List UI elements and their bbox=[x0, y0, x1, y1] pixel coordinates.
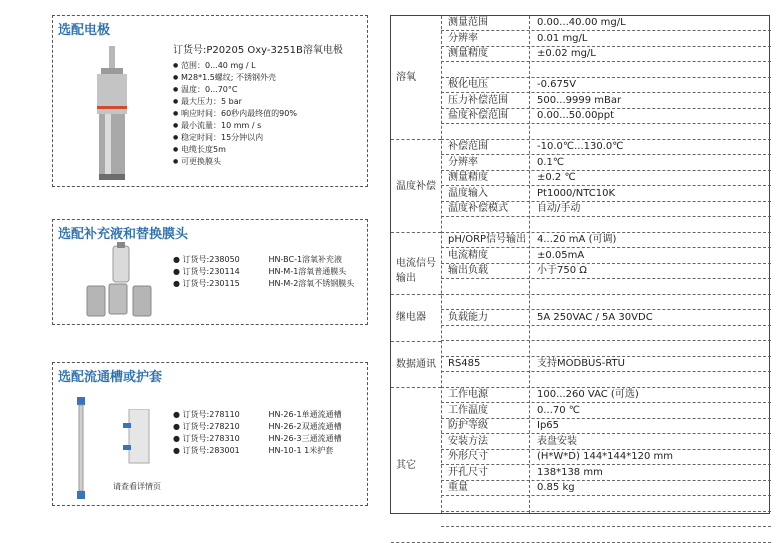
table-row bbox=[441, 342, 771, 357]
flow-order-list bbox=[173, 409, 342, 457]
spec-key: 压力补偿范围 bbox=[448, 94, 508, 106]
spec-value: Ip65 bbox=[537, 420, 560, 431]
spec-value: 0.1℃ bbox=[537, 156, 565, 168]
spec-key: 工作电源 bbox=[448, 389, 488, 400]
table-row bbox=[441, 295, 771, 310]
spec-value: 0...70 ℃ bbox=[537, 404, 581, 416]
spec-key: pH/ORP信号输出 bbox=[448, 234, 527, 245]
list-item: ● 订货号:230114 HN-M-1溶氧普通膜头 bbox=[173, 267, 347, 276]
table-row bbox=[441, 326, 771, 341]
table-row bbox=[441, 373, 771, 388]
spec-key: 温度补偿模式 bbox=[448, 203, 508, 214]
table-row bbox=[441, 233, 771, 248]
table-row bbox=[441, 404, 771, 419]
spec-key: 外形尺寸 bbox=[448, 451, 488, 462]
table-row bbox=[441, 481, 771, 496]
spec-value: 0.85 kg bbox=[537, 482, 575, 493]
list-item: ● 电缆长度5m bbox=[173, 144, 297, 156]
electrode-image bbox=[87, 46, 137, 182]
list-item: ● 温度：0...70°C bbox=[173, 84, 297, 96]
list-item: ● 最大压力：5 bar bbox=[173, 96, 297, 108]
spec-value: 0.00...50.00ppt bbox=[537, 110, 615, 121]
spec-key: 安装方法 bbox=[448, 435, 488, 447]
table-row bbox=[441, 63, 771, 78]
table-row bbox=[441, 109, 771, 124]
flow-cell-image bbox=[123, 409, 155, 465]
table-row bbox=[441, 280, 771, 295]
table-row bbox=[441, 218, 771, 233]
spec-table bbox=[390, 15, 770, 514]
list-item: ● 可更换膜头 bbox=[173, 156, 297, 168]
list-item: ● 订货号:238050 HN-BC-1溶氧补充液 bbox=[173, 255, 343, 264]
spec-value: 100...260 VAC (可选) bbox=[537, 389, 639, 400]
spec-key: 开孔尺寸 bbox=[448, 466, 488, 478]
table-row bbox=[441, 140, 771, 155]
table-row bbox=[441, 202, 771, 217]
list-item: ● 响应时间：60秒内最终值的90% bbox=[173, 108, 297, 120]
spec-value: 500...9999 mBar bbox=[537, 94, 622, 106]
spec-value: 自动/手动 bbox=[537, 203, 581, 214]
spec-key: 防护等级 bbox=[448, 420, 488, 431]
spec-category-label: 温度补偿 bbox=[396, 181, 436, 192]
spec-value: Pt1000/NTC10K bbox=[537, 187, 616, 199]
spec-value: ±0.2 ℃ bbox=[537, 172, 576, 183]
electrode-spec-list bbox=[173, 60, 297, 168]
table-row bbox=[441, 249, 771, 264]
table-row bbox=[441, 47, 771, 62]
spec-key: 负载能力 bbox=[448, 311, 488, 323]
table-row bbox=[441, 125, 771, 140]
spec-value: 支持MODBUS-RTU bbox=[537, 358, 625, 369]
spec-category bbox=[391, 233, 441, 295]
spec-key: 极化电压 bbox=[448, 79, 488, 90]
table-row bbox=[441, 497, 771, 512]
spec-key: 测量精度 bbox=[448, 48, 488, 59]
table-row bbox=[441, 357, 771, 372]
table-row bbox=[441, 32, 771, 47]
table-row bbox=[441, 528, 771, 543]
table-row bbox=[441, 419, 771, 434]
membrane-title: 选配补充液和替换膜头 bbox=[58, 227, 189, 242]
flow-sleeve-image bbox=[71, 397, 91, 501]
table-row bbox=[441, 466, 771, 481]
spec-value: -0.675V bbox=[537, 79, 577, 90]
spec-key: 工作温度 bbox=[448, 404, 488, 416]
electrode-section bbox=[52, 15, 368, 187]
flow-title: 选配流通槽或护套 bbox=[58, 370, 163, 385]
spec-category-label: 溶氧 bbox=[396, 72, 416, 83]
spec-category-label: 其它 bbox=[396, 460, 416, 471]
table-row bbox=[441, 187, 771, 202]
membrane-section bbox=[52, 219, 368, 325]
list-item: ● M28*1.5螺纹; 不锈钢外壳 bbox=[173, 72, 297, 84]
spec-category bbox=[391, 295, 441, 342]
spec-value: (H*W*D) 144*144*120 mm bbox=[537, 451, 674, 462]
list-item: ● 订货号:278210 HN-26-2双通流通槽 bbox=[173, 422, 342, 431]
spec-key: 测量范围 bbox=[448, 17, 488, 28]
spec-value: ±0.02 mg/L bbox=[537, 48, 596, 59]
membrane-image bbox=[83, 242, 163, 322]
flow-section bbox=[52, 362, 368, 506]
electrode-title: 选配电极 bbox=[58, 23, 111, 38]
table-row bbox=[441, 388, 771, 403]
spec-category bbox=[391, 388, 441, 543]
table-row bbox=[441, 435, 771, 450]
spec-key: 测量精度 bbox=[448, 172, 488, 183]
spec-key: 输出负载 bbox=[448, 265, 488, 276]
table-row bbox=[441, 512, 771, 527]
spec-key: RS485 bbox=[448, 358, 481, 369]
spec-value: ±0.05mA bbox=[537, 249, 585, 261]
spec-category bbox=[391, 140, 441, 233]
list-item: ● 范围：0...40 mg / L bbox=[173, 60, 297, 72]
list-item: ● 订货号:283001 HN-10-1 1米护套 bbox=[173, 446, 334, 455]
spec-value: -10.0℃...130.0℃ bbox=[537, 141, 624, 152]
spec-value: 5A 250VAC / 5A 30VDC bbox=[537, 311, 653, 323]
list-item: ● 稳定时间：15分钟以内 bbox=[173, 132, 297, 144]
table-row bbox=[441, 311, 771, 326]
spec-value: 138*138 mm bbox=[537, 466, 603, 478]
spec-value: 小于750 Ω bbox=[537, 265, 587, 276]
spec-value: 4...20 mA (可调) bbox=[537, 234, 617, 245]
list-item: ● 订货号:278310 HN-26-3三通流通槽 bbox=[173, 434, 342, 443]
spec-category-label: 继电器 bbox=[396, 312, 426, 323]
list-item: ● 订货号:278110 HN-26-1单通流通槽 bbox=[173, 410, 342, 419]
spec-key: 电流精度 bbox=[448, 249, 488, 261]
list-item: ● 最小流量：10 mm / s bbox=[173, 120, 297, 132]
electrode-order: 订货号:P20205 Oxy-3251B溶氧电极 bbox=[173, 45, 343, 56]
spec-value: 表盘安装 bbox=[537, 435, 577, 447]
spec-value: 0.01 mg/L bbox=[537, 32, 588, 44]
spec-category bbox=[391, 16, 441, 140]
spec-category-label: 电流信号输出 bbox=[396, 258, 436, 284]
table-row bbox=[441, 78, 771, 93]
list-item: ● 订货号:230115 HN-M-2溶氧不锈钢膜头 bbox=[173, 279, 355, 288]
membrane-order-list bbox=[173, 254, 354, 290]
spec-key: 补偿范围 bbox=[448, 141, 488, 152]
spec-key: 分辨率 bbox=[448, 156, 478, 168]
table-row bbox=[441, 156, 771, 171]
table-row bbox=[441, 264, 771, 279]
table-row bbox=[441, 171, 771, 186]
spec-key: 重量 bbox=[448, 482, 468, 493]
flow-note: 请查看详情页 bbox=[113, 482, 161, 491]
table-row bbox=[441, 16, 771, 31]
spec-category bbox=[391, 342, 441, 389]
spec-key: 分辨率 bbox=[448, 32, 478, 44]
table-row bbox=[441, 450, 771, 465]
spec-key: 温度输入 bbox=[448, 187, 488, 199]
spec-category-label: 数据通讯 bbox=[396, 358, 436, 370]
spec-value: 0.00...40.00 mg/L bbox=[537, 17, 626, 28]
table-row bbox=[441, 94, 771, 109]
spec-key: 盐度补偿范围 bbox=[448, 110, 508, 121]
